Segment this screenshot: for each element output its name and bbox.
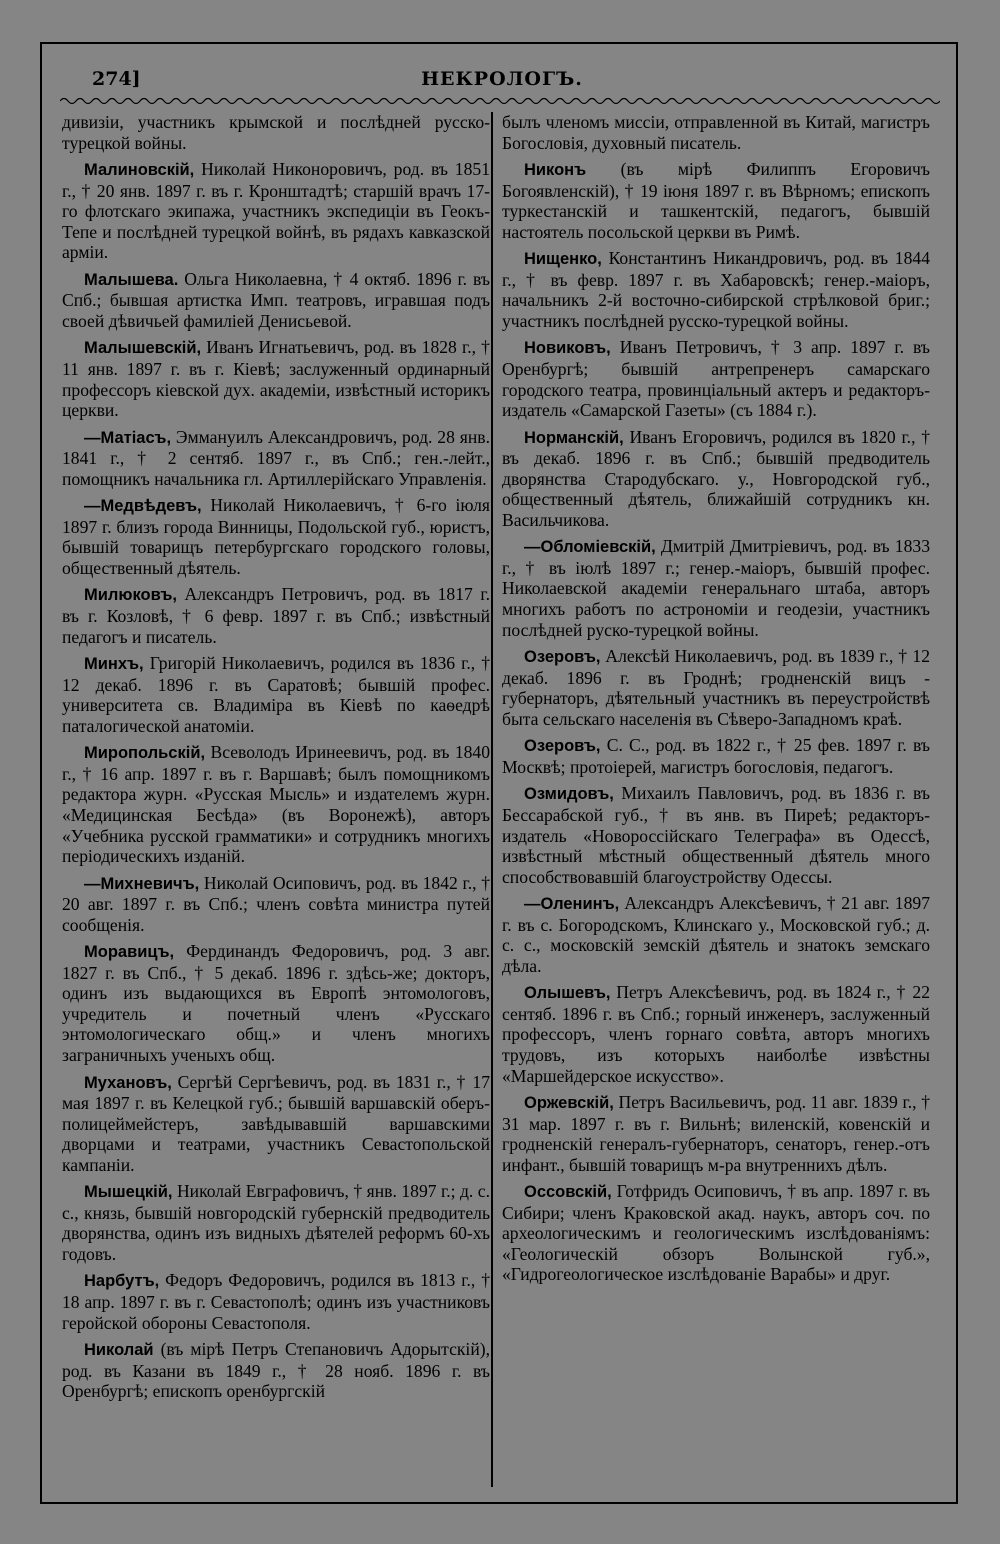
entry-surname: Моравицъ, bbox=[84, 943, 175, 962]
entry-text: Фердинандъ Федоровичъ, род. 3 авг. 1827 г. въ Спб., † 5 декаб. 1896 г. здѣсь-же; докторъ, одинъ изъ выдающихся въ Европѣ энтомологовъ, учредитель и почетный членъ «Русскаго энтомологическаго общ.» и членъ многихъ заграничныхъ ученыхъ общ. bbox=[62, 941, 490, 1065]
obituary-entry bbox=[62, 653, 490, 736]
column-divider bbox=[491, 112, 493, 1487]
entry-surname: Николай bbox=[84, 1341, 154, 1360]
obituary-entry bbox=[502, 427, 930, 531]
obituary-entry bbox=[62, 1072, 490, 1176]
obituary-entry bbox=[502, 112, 930, 153]
entry-text: Всеволодъ Иринеевичъ, род. въ 1840 г., † 16 апр. 1897 г. въ г. Варшавѣ; былъ помощникомъ редактора журн. «Русская Мысль» и издателемъ журн. «Медицинская Бесѣда» (въ Воронежѣ), авторъ «Учебника русской грамматики» и сотрудникъ многихъ періодическихъ изданій. bbox=[62, 742, 491, 867]
obituary-entry bbox=[502, 982, 930, 1086]
entry-text: Александръ Петровичъ, род. въ 1817 г. въ г. Козловѣ, † 6 февр. 1897 г. въ Спб.; извѣстный педагогъ и писатель. bbox=[62, 584, 490, 647]
obituary-entry bbox=[62, 1339, 490, 1402]
obituary-entry bbox=[502, 735, 930, 777]
entry-surname: Минхъ, bbox=[84, 655, 144, 674]
left-column bbox=[62, 112, 490, 1408]
entry-text: Николай Николаевичъ, † 6-го іюля 1897 г. близъ города Винницы, Подольской губ., юристъ, бывшій товарищъ петербургскаго городского головы, общественный дѣятель. bbox=[62, 495, 490, 578]
entry-surname: Оссовскій, bbox=[524, 1183, 612, 1202]
entry-surname: Мышецкій, bbox=[84, 1183, 173, 1202]
entry-surname: Оржевскій, bbox=[524, 1094, 614, 1113]
entry-text: Эммануилъ Александровичъ, род. 28 янв. 1841 г., † 2 сентяб. 1897 г., въ Спб.; ген.-лейт., помощникъ начальника гл. Артиллерійскаго Управленія. bbox=[62, 426, 490, 489]
obituary-entry bbox=[62, 1270, 490, 1333]
entry-text: Петръ Васильевичъ, род. 11 авг. 1839 г., † 31 мар. 1897 г. въ г. Вильнѣ; виленскій, ковенскій и гродненскій генералъ-губернаторъ, сенаторъ, генер.-отъ инфант., бывшій товарищъ м-ра внутреннихъ дѣлъ. bbox=[502, 1092, 930, 1175]
entry-surname: Озеровъ, bbox=[524, 648, 601, 667]
entry-surname: Норманскій, bbox=[524, 428, 624, 447]
entry-surname: —Обломіевскій, bbox=[524, 538, 656, 557]
entry-text: Готфридъ Осиповичъ, † въ апр. 1897 г. въ Сибири; членъ Краковской акад. наукъ, авторъ соч. по археологическимъ и геологическимъ изслѣдованіямъ: «Геологическій обзоръ Волынской губ.», «Гидрогеологическое изслѣдованіе Варабы» и друг. bbox=[502, 1181, 930, 1285]
entry-text: Федоръ Федоровичъ, родился въ 1813 г., † 18 апр. 1897 г. въ г. Севастополѣ; одинъ изъ участниковъ геройской обороны Севастополя. bbox=[62, 1270, 490, 1333]
entry-surname: Озмидовъ, bbox=[524, 785, 614, 804]
entry-text: Алексѣй Николаевичъ, род. въ 1839 г., † 12 декаб. 1896 г. въ Гроднѣ; гродненскій вицъ - губернаторъ, дѣятельный участникъ въ переустройствѣ быта сельскаго населенія въ Сѣверо-Западномъ краѣ. bbox=[502, 646, 930, 729]
entry-surname: —Оленинъ, bbox=[524, 895, 620, 914]
entry-surname: Нарбутъ, bbox=[84, 1272, 160, 1291]
entry-text: Николай Никоноровичъ, род. въ 1851 г., † 20 янв. 1897 г. въ г. Кронштадтѣ; старшій врачъ 17-го флотскаго экипажа, участникъ экспедиціи въ Геокъ-Тепе и послѣдней турецкой войнѣ, въ рядахъ кавказской арміи. bbox=[62, 159, 490, 263]
entry-text: Григорій Николаевичъ, родился въ 1836 г., † 12 декаб. 1896 г. въ Саратовѣ; бывшій профес. университета св. Владиміра въ Кіевѣ по каѳедрѣ паталогической анатоміи. bbox=[62, 653, 490, 736]
entry-text: Константинъ Никандровичъ, род. въ 1844 г., † въ февр. 1897 г. въ Хабаровскѣ; генер.-маіоръ, начальникъ 2-й восточно-сибирской стрѣлковой бриг.; участникъ послѣдней русско-турецкой войны. bbox=[502, 248, 930, 331]
entry-text: дивизіи, участникъ крымской и послѣдней русско-турецкой войны. bbox=[62, 112, 490, 153]
obituary-entry bbox=[62, 112, 490, 153]
entry-surname: —Медвѣдевъ, bbox=[84, 497, 202, 516]
right-column bbox=[502, 112, 930, 1291]
entry-surname: Миропольскій, bbox=[84, 744, 206, 763]
obituary-entry bbox=[502, 159, 930, 242]
entry-text: Сергѣй Сергѣевичъ, род. въ 1831 г., † 17 мая 1897 г. въ Келецкой губ.; бывшій варшавскій оберъ-полицеймейстеръ, завѣдывавшій варшавскими дворцами и театрами, участникъ Севастопольской кампаніи. bbox=[62, 1071, 490, 1175]
entry-surname: Мухановъ, bbox=[84, 1073, 172, 1092]
entry-text: Ольга Николаевна, † 4 октяб. 1896 г. въ Спб.; бывшая артистка Имп. театровъ, игравшая подъ своей дѣвичьей фамиліей Денисьевой. bbox=[62, 268, 490, 331]
entry-surname: Озеровъ, bbox=[524, 737, 601, 756]
obituary-entry bbox=[502, 783, 930, 887]
entry-text: Иванъ Петровичъ, † 3 апр. 1897 г. въ Оренбургѣ; бывшій антрепренеръ самарскаго городского театра, провинціальный актеръ и редакторъ-издатель «Самарской Газеты» (съ 1884 г.). bbox=[502, 337, 930, 421]
entry-text: былъ членомъ миссіи, отправленной въ Китай, магистръ Богословія, духовный писатель. bbox=[502, 112, 930, 153]
obituary-entry bbox=[502, 893, 930, 976]
entry-surname: —Матіасъ, bbox=[84, 428, 172, 447]
obituary-entry bbox=[62, 742, 490, 866]
obituary-entry bbox=[62, 269, 490, 332]
obituary-entry bbox=[502, 1092, 930, 1175]
obituary-entry bbox=[502, 536, 930, 640]
entry-text: Александръ Алексѣевичъ, † 21 авг. 1897 г. въ с. Богородскомъ, Клинскаго у., Московской губ.; д. с. с., московскій земскій дѣятель и знатокъ земскаго дѣла. bbox=[502, 893, 930, 976]
obituary-entry bbox=[62, 584, 490, 647]
entry-text: С. С., род. въ 1822 г., † 25 фев. 1897 г. въ Москвѣ; протоіерей, магистръ богословія, педагогъ. bbox=[502, 735, 930, 777]
entry-surname: Нищенко, bbox=[524, 250, 602, 269]
obituary-entry bbox=[62, 427, 490, 490]
obituary-entry bbox=[502, 1181, 930, 1285]
entry-surname: Новиковъ, bbox=[524, 339, 611, 358]
page-number: 274] bbox=[92, 68, 141, 90]
obituary-entry bbox=[502, 337, 930, 420]
obituary-entry bbox=[62, 1181, 490, 1264]
obituary-entry bbox=[62, 495, 490, 578]
entry-surname: Малиновскій, bbox=[84, 161, 195, 180]
entry-surname: Никонъ bbox=[524, 161, 587, 180]
entry-text: Николай Осиповичъ, род. въ 1842 г., † 20 авг. 1897 г. въ Спб.; членъ совѣта министра путей сообщенія. bbox=[62, 872, 491, 935]
obituary-entry bbox=[62, 873, 490, 936]
entry-text: Михаилъ Павловичъ, род. въ 1836 г. въ Бессарабской губ., † въ янв. въ Пиреѣ; редакторъ-издатель «Новороссійскаго Телеграфа» въ Одессѣ, извѣстный мѣстный общественный дѣятель много способствовавшій благоустройству Одессы. bbox=[502, 783, 930, 887]
entry-surname: Малышевскій, bbox=[84, 339, 202, 358]
entry-text: (въ мірѣ Филиппъ Егоровичъ Богоявленскій), † 19 іюня 1897 г. въ Вѣрномъ; епископъ туркестанскій и ташкентскій, педагогъ, бывшій настоятель посольской церкви въ Римѣ. bbox=[502, 159, 930, 242]
obituary-entry bbox=[62, 941, 490, 1065]
entry-surname: Малышева. bbox=[84, 270, 179, 289]
page-title: НЕКРОЛОГЪ. bbox=[421, 68, 583, 90]
entry-surname: Милюковъ, bbox=[84, 586, 177, 605]
obituary-entry bbox=[502, 646, 930, 729]
entry-text: Иванъ Игнатьевичъ, род. въ 1828 г., † 11 янв. 1897 г. въ г. Кіевѣ; заслуженный ординарный профессоръ кіевской дух. академіи, извѣстный историкъ церкви. bbox=[62, 337, 490, 421]
obituary-entry bbox=[62, 159, 490, 263]
entry-text: Николай Евграфовичъ, † янв. 1897 г.; д. с. с., князь, бывшій новгородскій губернскій предводитель дворянства, одинъ изъ видныхъ дѣятелей реформъ 60-хъ годовъ. bbox=[62, 1181, 490, 1264]
entry-text: Дмитрій Дмитріевичъ, род. въ 1833 г., † въ іюлѣ 1897 г.; генер.-маіоръ, бывшій профес. Николаевской академіи генеральнаго штаба, авторъ многихъ работъ по астрономіи и геодезіи, участникъ послѣдней руско-турецкой войны. bbox=[502, 536, 930, 640]
header-ornament-rule bbox=[60, 96, 940, 106]
entry-text: (въ мірѣ Петръ Степановичъ Адорытскій), род. въ Казани въ 1849 г., † 28 нояб. 1896 г. въ Оренбургѣ; епископъ оренбургскій bbox=[62, 1339, 490, 1402]
entry-surname: —Михневичъ, bbox=[84, 874, 200, 893]
obituary-entry bbox=[62, 337, 490, 420]
entry-surname: Олышевъ, bbox=[524, 984, 611, 1003]
entry-text: Петръ Алексѣевичъ, род. въ 1824 г., † 22 сентяб. 1896 г. въ Спб.; горный инженеръ, заслуженный профессоръ, членъ горнаго совѣта, авторъ многихъ трудовъ, изъ которыхъ наиболѣе извѣстны «Маршейдерское искусство». bbox=[502, 982, 930, 1086]
obituary-entry bbox=[502, 248, 930, 331]
entry-text: Иванъ Егоровичъ, родился въ 1820 г., † въ декаб. 1896 г. въ Спб.; бывшій предводитель дворянства Стародубскаго. у., Новгородской губ., общественный дѣятель, ближайшій сотрудникъ кн. Васильчикова. bbox=[502, 426, 931, 530]
page-header bbox=[88, 64, 916, 94]
